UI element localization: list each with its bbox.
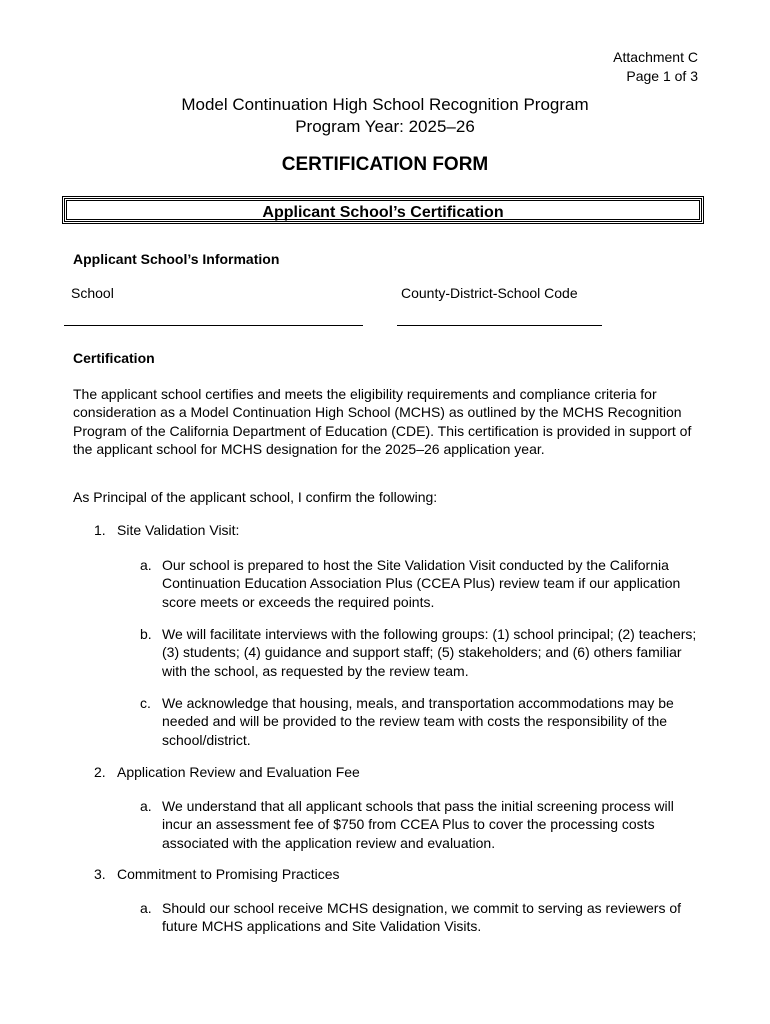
confirm-intro: As Principal of the applicant school, I confirm the following:: [73, 489, 438, 505]
sub-item-text: We will facilitate interviews with the following groups: (1) school principal; (2) teachers; (3) students; (4) guidance and support staff; (5) stakeholders; and (6) others familiar with the school, as requested by the review team.: [162, 626, 697, 679]
item-title: Site Validation Visit:: [117, 522, 240, 538]
item-number: 3.: [94, 866, 106, 882]
cds-code-label: County-District-School Code: [401, 285, 578, 301]
sub-item-letter: c.: [140, 695, 151, 711]
info-heading: Applicant School’s Information: [73, 251, 280, 267]
attachment-label: Attachment C: [613, 49, 698, 65]
sub-item-letter: a.: [140, 557, 152, 573]
item-number: 2.: [94, 764, 106, 780]
sub-item-text: Should our school receive MCHS designation, we commit to serving as reviewers of future MCHS applications and Site Validation Visits.: [162, 900, 682, 935]
sub-item-text: We acknowledge that housing, meals, and transportation accommodations may be needed and will be provided to the review team with costs the responsibility of the school/district.: [162, 695, 674, 748]
cds-code-input-line[interactable]: [397, 325, 602, 326]
sub-item-text: Our school is prepared to host the Site Validation Visit conducted by the California Continuation Education Association Plus (CCEA Plus) review team if our application score meets or exceeds the required points.: [162, 557, 681, 610]
certification-paragraph: The applicant school certifies and meets the eligibility requirements and compliance criteria for consideration as a Model Continuation High School (MCHS) as outlined by the MCHS Recognition Program of the California Department of Education (CDE). This certification is provided in support of the applicant school for MCHS designation for the 2025–26 application year.: [73, 386, 692, 457]
school-input-line[interactable]: [64, 325, 363, 326]
sub-item-letter: b.: [140, 626, 152, 642]
sub-item-letter: a.: [140, 798, 152, 814]
sub-item-text: We understand that all applicant schools that pass the initial screening process will incur an assessment fee of $750 from CCEA Plus to cover the processing costs associated with the application review and evaluation.: [162, 798, 674, 851]
program-name: Model Continuation High School Recognition Program: [181, 95, 589, 114]
form-title: CERTIFICATION FORM: [281, 154, 489, 175]
program-title: [0, 94, 770, 138]
school-label: School: [71, 285, 114, 301]
item-number: 1.: [94, 522, 106, 538]
section-title: Applicant School’s Certification: [262, 204, 504, 221]
section-title-box: [62, 196, 704, 224]
program-year: Program Year: 2025–26: [295, 117, 475, 136]
certification-heading: Certification: [73, 350, 155, 366]
item-title: Application Review and Evaluation Fee: [117, 764, 360, 780]
attachment-header: [613, 48, 698, 86]
page-number: Page 1 of 3: [626, 68, 698, 84]
sub-item-letter: a.: [140, 900, 152, 916]
item-title: Commitment to Promising Practices: [117, 866, 340, 882]
